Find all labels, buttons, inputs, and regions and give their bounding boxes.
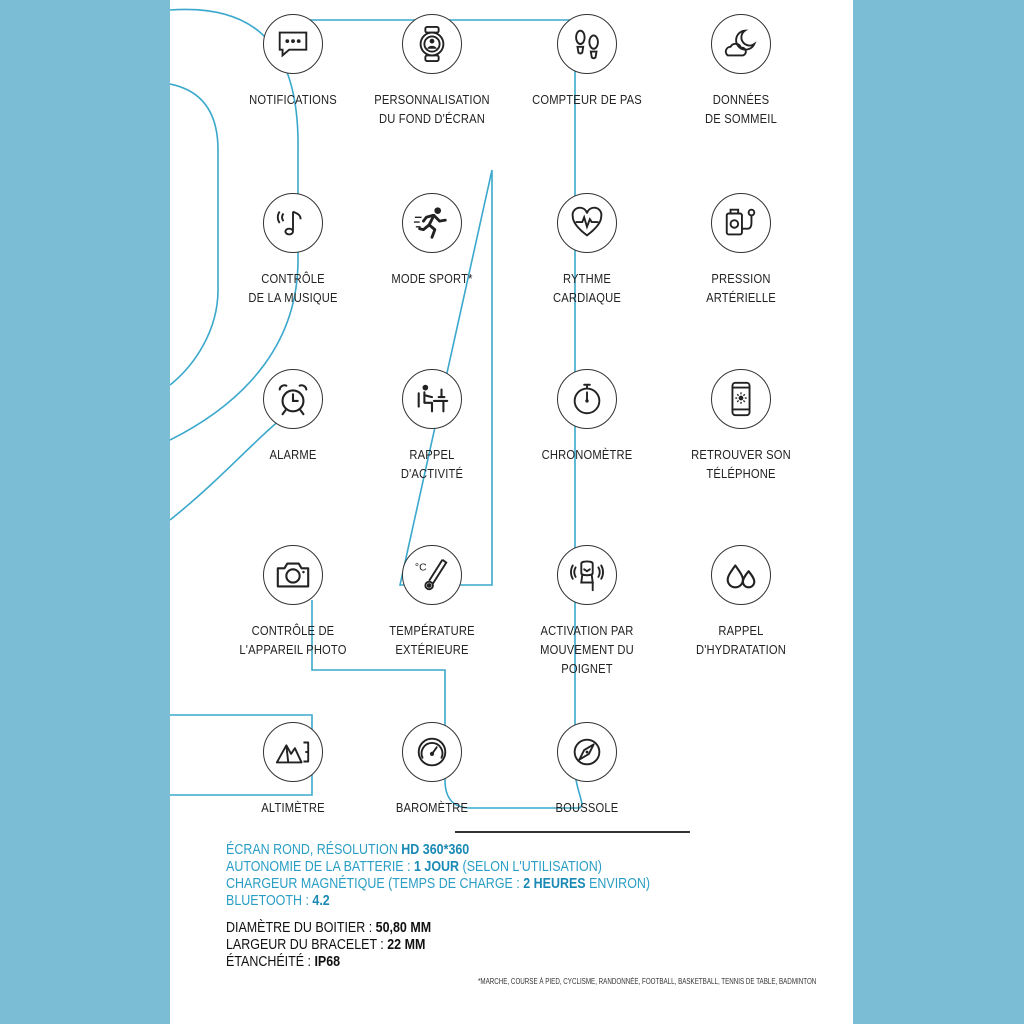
feature-watch-face [352, 14, 512, 128]
compass-icon [568, 733, 606, 771]
feature-label: CONTRÔLE DE L'APPAREIL PHOTO [239, 623, 347, 657]
spec-case-diameter: DIAMÈTRE DU BOITIER : 50,80 MM [226, 920, 432, 936]
feature-icon-circle [402, 193, 462, 253]
feature-label: RETROUVER SON TÉLÉPHONE [691, 447, 791, 481]
camera-icon [274, 556, 312, 594]
feature-label: RAPPEL D'HYDRATATION [695, 623, 787, 657]
feature-icon-circle [263, 193, 323, 253]
feature-label: DONNÉES DE SOMMEIL [705, 92, 777, 126]
feature-icon-circle [711, 545, 771, 605]
feature-label: ACTIVATION PAR MOUVEMENT DU POIGNET [540, 623, 634, 676]
section-divider [455, 831, 690, 833]
feature-sport-mode [352, 193, 512, 288]
feature-sleep [661, 14, 821, 128]
feature-label: RAPPEL D'ACTIVITÉ [400, 447, 464, 481]
feature-icon-circle [557, 545, 617, 605]
feature-outdoor-temperature [352, 545, 512, 659]
feature-find-phone [661, 369, 821, 483]
mountain-icon [274, 733, 312, 771]
stopwatch-icon [568, 380, 606, 418]
feature-label: PERSONNALISATION DU FOND D'ÉCRAN [374, 92, 490, 126]
feature-stopwatch [507, 369, 667, 464]
phone-find-icon [722, 380, 760, 418]
spec-strap-width: LARGEUR DU BRACELET : 22 MM [226, 937, 426, 953]
watch-face-icon [413, 25, 451, 63]
feature-altimeter [213, 722, 373, 817]
feature-compass [507, 722, 667, 817]
feature-label: BOUSSOLE [555, 800, 619, 815]
spec-bluetooth: BLUETOOTH : 4.2 [226, 893, 330, 909]
feature-label: ALARME [269, 447, 317, 462]
feature-icon-circle [402, 369, 462, 429]
feature-label: CHRONOMÈTRE [541, 447, 633, 462]
feature-icon-circle [263, 369, 323, 429]
spec-list [226, 842, 846, 971]
spec-battery: AUTONOMIE DE LA BATTERIE : 1 JOUR (SELON L'UTILISATION) [226, 859, 602, 875]
feature-label: MODE SPORT* [391, 271, 473, 286]
feature-icon-circle [402, 545, 462, 605]
feature-label: RYTHME CARDIAQUE [552, 271, 622, 305]
feature-icon-circle [557, 193, 617, 253]
feature-notifications [213, 14, 373, 109]
spec-water-resistance: ÉTANCHÉITÉ : IP68 [226, 954, 341, 970]
feature-hydration-reminder [661, 545, 821, 659]
music-note-icon [274, 204, 312, 242]
sitting-person-icon [413, 380, 451, 418]
feature-blood-pressure [661, 193, 821, 307]
water-drops-icon [722, 556, 760, 594]
feature-activity-reminder [352, 369, 512, 483]
feature-icon-circle [263, 14, 323, 74]
feature-label: ALTIMÈTRE [261, 800, 325, 815]
thermometer-icon [413, 556, 451, 594]
feature-label: TEMPÉRATURE EXTÉRIEURE [389, 623, 475, 657]
feature-icon-circle [402, 722, 462, 782]
feature-icon-circle [402, 14, 462, 74]
chat-bubble-icon [274, 25, 312, 63]
feature-step-counter [507, 14, 667, 109]
feature-label: CONTRÔLE DE LA MUSIQUE [248, 271, 338, 305]
feature-barometer [352, 722, 512, 817]
feature-icon-circle [557, 369, 617, 429]
feature-icon-circle [557, 722, 617, 782]
feature-label: BAROMÈTRE [395, 800, 469, 815]
feature-wrist-activation [507, 545, 667, 678]
feature-label: NOTIFICATIONS [249, 92, 337, 107]
feature-icon-circle [711, 14, 771, 74]
svg-text:°C: °C [414, 562, 427, 574]
feature-camera-control [213, 545, 373, 659]
feature-icon-circle [263, 545, 323, 605]
feature-icon-circle [557, 14, 617, 74]
feature-icon-circle [711, 193, 771, 253]
feature-music [213, 193, 373, 307]
heart-rate-icon [568, 204, 606, 242]
footprints-icon [568, 25, 606, 63]
feature-icon-circle [263, 722, 323, 782]
sport-mode-footnote: *MARCHE, COURSE À PIED, CYCLISME, RANDONNÉE, FOOTBALL, BASKETBALL, TENNIS DE TABLE, BADMINTON [478, 977, 817, 986]
gauge-icon [413, 733, 451, 771]
blood-pressure-icon [722, 204, 760, 242]
feature-label: PRESSION ARTÉRIELLE [706, 271, 776, 305]
alarm-clock-icon [274, 380, 312, 418]
feature-icon-circle [711, 369, 771, 429]
spec-charger: CHARGEUR MAGNÉTIQUE (TEMPS DE CHARGE : 2 HEURES ENVIRON) [226, 876, 651, 892]
wrist-motion-icon [568, 556, 606, 594]
feature-heart-rate [507, 193, 667, 307]
feature-label: COMPTEUR DE PAS [532, 92, 642, 107]
runner-icon [413, 204, 451, 242]
feature-alarm [213, 369, 373, 464]
spec-screen: ÉCRAN ROND, RÉSOLUTION HD 360*360 [226, 842, 470, 858]
moon-cloud-icon [722, 25, 760, 63]
